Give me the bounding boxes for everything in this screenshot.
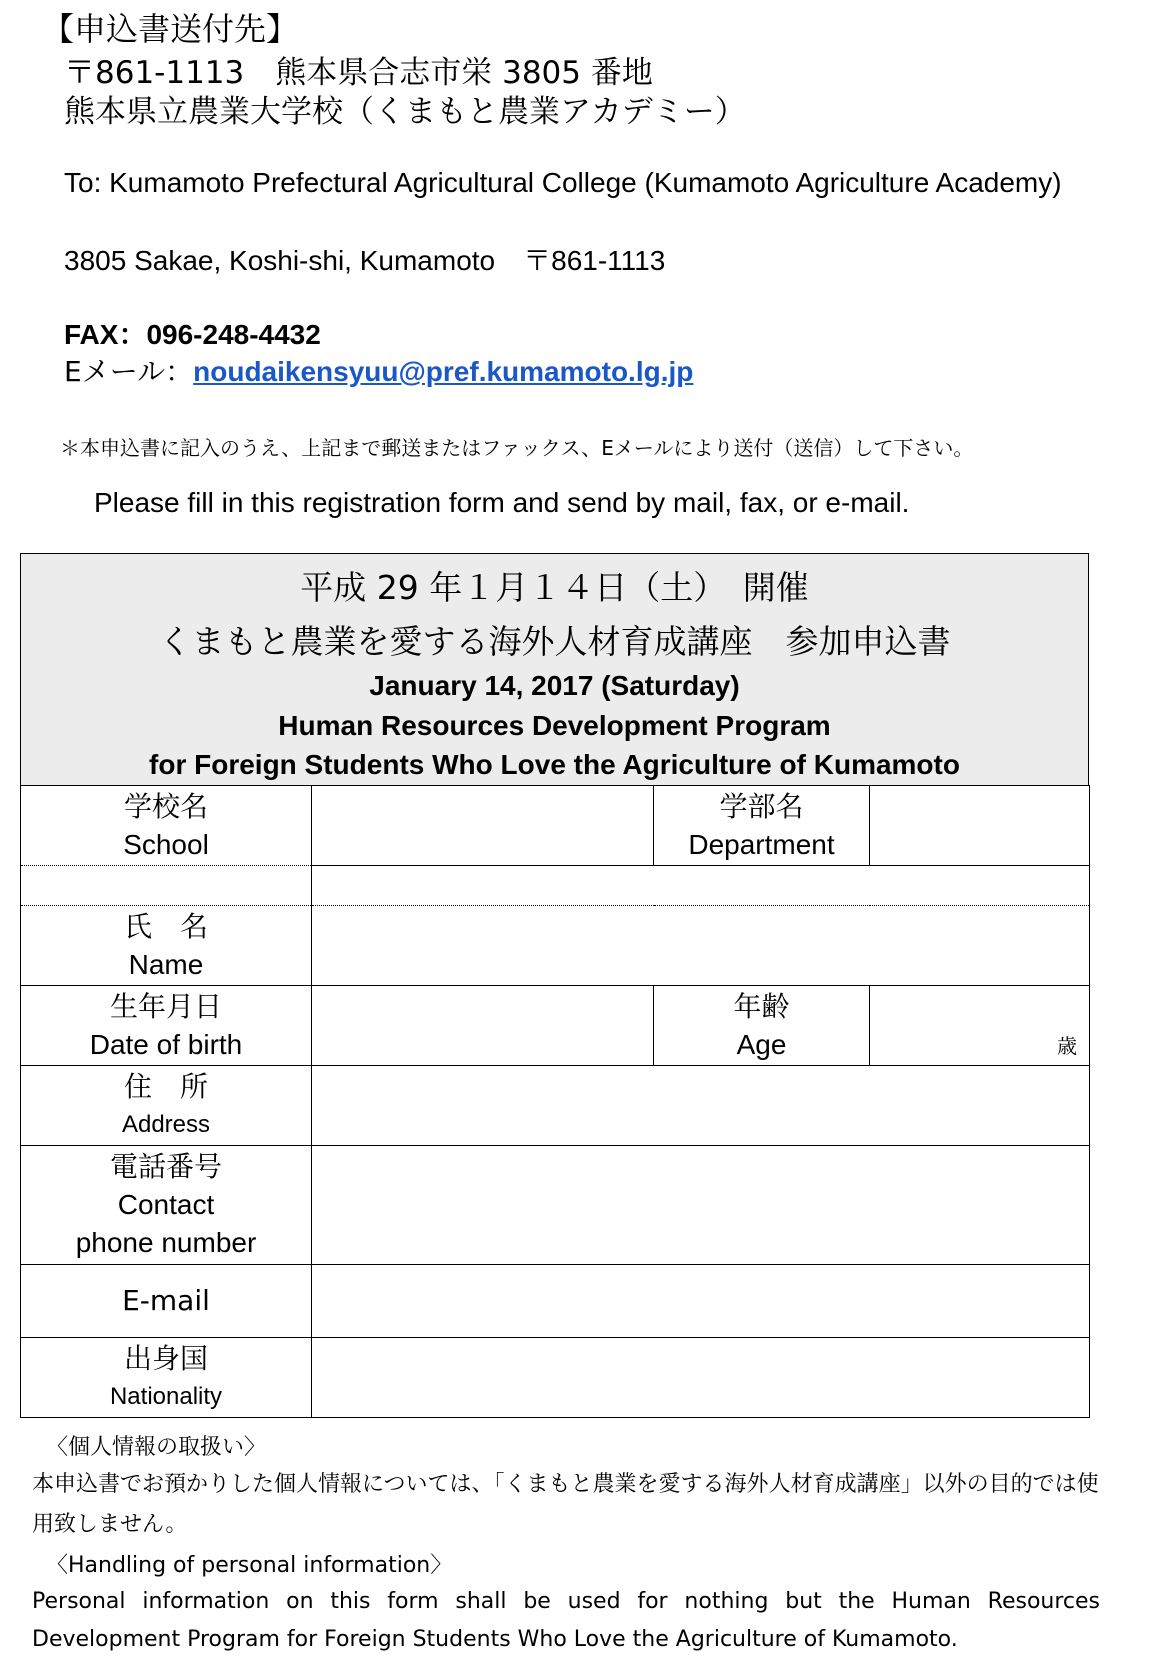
phone-label-jp: 電話番号 (109, 1150, 222, 1183)
phone-label-en-1: Contact (117, 1189, 215, 1220)
school-field[interactable] (312, 786, 654, 866)
name-field[interactable] (312, 906, 1090, 986)
event-date-en: January 14, 2017 (Saturday) (369, 670, 740, 701)
furigana-field[interactable] (312, 866, 1090, 906)
name-label (21, 906, 312, 986)
dob-label-en: Date of birth (89, 1028, 243, 1060)
age-label (654, 986, 870, 1066)
send-to-heading: 【申込書送付先】 (42, 10, 299, 48)
name-label-en: Name (128, 948, 204, 980)
email-label: Eメール： (64, 355, 194, 388)
address-label-jp: 住 所 (123, 1069, 208, 1103)
name-label-jp: 氏 名 (123, 909, 208, 943)
form-title-en-2: for Foreign Students Who Love the Agriculture of Kumamoto (149, 749, 960, 780)
address-jp-line-1: 〒861-1113 熊本県合志市栄 3805 番地 (64, 55, 653, 91)
department-label-jp: 学部名 (719, 789, 804, 823)
fax-number: FAX：096-248-4432 (64, 319, 321, 350)
department-label-en: Department (688, 828, 835, 860)
address-label (21, 1066, 312, 1146)
privacy-heading-jp: 〈個人情報の取扱い〉 (46, 1435, 267, 1460)
dob-label (21, 986, 312, 1066)
email-row-label: E-mail (122, 1284, 210, 1317)
email-link[interactable]: noudaikensyuu@pref.kumamoto.lg.jp (193, 356, 694, 387)
address-field[interactable] (312, 1066, 1090, 1146)
school-label-jp: 学校名 (123, 789, 208, 823)
privacy-body-jp: 本申込書でお預かりした個人情報については、「くまもと農業を愛する海外人材育成講座」以外の目的では使用致しません。 (32, 1472, 1099, 1537)
nationality-field[interactable] (312, 1338, 1090, 1418)
email-field[interactable] (312, 1265, 1090, 1338)
age-field[interactable] (870, 986, 1090, 1066)
age-label-jp: 年齢 (733, 989, 790, 1023)
note-en: Please fill in this registration form and send by mail, fax, or e-mail. (94, 487, 910, 518)
nationality-label-en: Nationality (109, 1382, 223, 1410)
address-english: 3805 Sakae, Koshi-shi, Kumamoto 〒861-1113 (64, 245, 666, 276)
phone-field[interactable] (312, 1146, 1090, 1265)
dob-field[interactable] (312, 986, 654, 1066)
phone-label (21, 1146, 312, 1265)
event-date-jp: 平成 29 年１月１４日（土） 開催 (300, 568, 809, 607)
age-label-en: Age (736, 1028, 787, 1060)
nationality-label (21, 1338, 312, 1418)
address-jp-line-2: 熊本県立農業大学校（くまもと農業アカデミー） (64, 94, 746, 130)
note-jp: ＊本申込書に記入のうえ、上記まで郵送またはファックス、Eメールにより送付（送信）して下さい。 (60, 436, 974, 460)
department-label (654, 786, 870, 866)
privacy-body-en: Personal information on this form shall be used for nothing but the Human Resources Development Program for Foreign Students Who Love the Agriculture of Kumamoto. (32, 1589, 1100, 1652)
nationality-label-jp: 出身国 (123, 1341, 208, 1375)
phone-label-en-2: phone number (75, 1227, 257, 1258)
address-label-en: Address (121, 1110, 211, 1138)
privacy-heading-en: 〈Handling of personal information〉 (46, 1553, 453, 1578)
to-english: To: Kumamoto Prefectural Agricultural College (Kumamoto Agriculture Academy) (64, 167, 1062, 198)
email-label-cell (21, 1265, 312, 1338)
age-unit: 歳 (1057, 1034, 1077, 1058)
form-title-box (20, 553, 1089, 786)
email-line (64, 350, 693, 390)
registration-form-table (20, 785, 1090, 1418)
furigana-label-cell (21, 866, 312, 906)
school-label-en: School (123, 828, 209, 860)
department-field[interactable] (870, 786, 1090, 866)
school-label (21, 786, 312, 866)
dob-label-jp: 生年月日 (109, 989, 222, 1023)
form-title-jp: くまもと農業を愛する海外人材育成講座 参加申込書 (158, 622, 951, 661)
form-title-en-1: Human Resources Development Program (278, 710, 831, 741)
